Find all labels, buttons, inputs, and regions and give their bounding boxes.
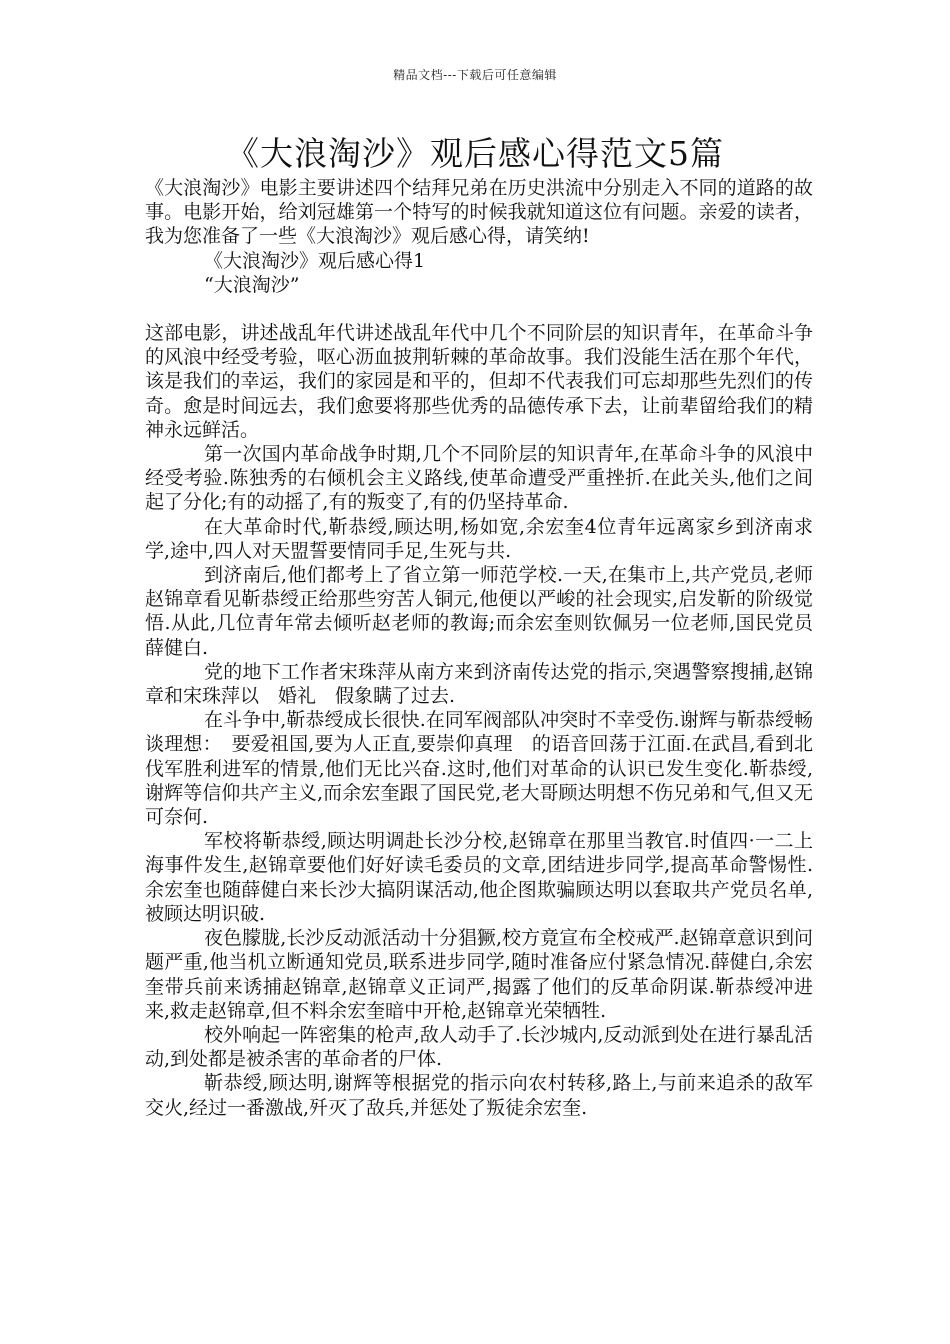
page-header: 精品文档---下载后可任意编辑: [393, 68, 557, 82]
body-paragraph: 这部电影，讲述战乱年代讲述战乱年代中几个不同阶层的知识青年，在革命斗争的风浪中经受考验，呕心沥血披荆斩棘的革命故事。我们没能生活在那个年代，该是我们的幸运，我们的家园是和平的，但却不代表我们可忘却那些先烈们的传奇。愈是时间远去，我们愈要将那些优秀的品德传承下去，让前辈留给我们的精神永远鲜活。: [145, 322, 813, 441]
intro-paragraph: 《大浪淘沙》电影主要讲述四个结拜兄弟在历史洪流中分别走入不同的道路的故事。电影开始，给刘冠雄第一个特写的时候我就知道这位有问题。亲爱的读者，我为您准备了一些《大浪淘沙》观后感心得，请笑纳!: [145, 177, 813, 248]
document-title: 《大浪淘沙》观后感心得范文5篇: [226, 134, 724, 173]
body-paragraph: 第一次国内革命战争时期,几个不同阶层的知识青年,在革命斗争的风浪中经受考验.陈独秀的右倾机会主义路线,使革命遭受严重挫折.在此关头,他们之间起了分化;有的动摇了,有的叛变了,有的仍坚持革命.: [145, 443, 813, 514]
body-paragraph: 靳恭绶,顾达明,谢辉等根据党的指示向农村转移,路上,与前来追杀的敌军交火,经过一番激战,歼灭了敌兵,并惩处了叛徒余宏奎.: [145, 1072, 813, 1119]
body-paragraph: 夜色朦胧,长沙反动派活动十分猖獗,校方竟宣布全校戒严.赵锦章意识到问题严重,他当机立断通知党员,联系进步同学,随时准备应付紧急情况.薛健白,余宏奎带兵前来诱捕赵锦章,赵锦章义正词严,揭露了他们的反革命阴谋.靳恭绶冲进来,救走赵锦章,但不料余宏奎暗中开枪,赵锦章光荣牺牲.: [145, 927, 813, 1022]
section-heading: 《大浪淘沙》观后感心得1: [204, 249, 426, 272]
quote-line: “大浪淘沙”: [204, 273, 300, 296]
body-paragraph: 党的地下工作者宋珠萍从南方来到济南传达党的指示,突遇警察搜捕,赵锦章和宋珠萍以 婚礼 假象瞒了过去.: [145, 660, 813, 708]
body-paragraph: 在大革命时代,靳恭绶,顾达明,杨如宽,余宏奎4位青年远离家乡到济南求学,途中,四人对天盟誓要情同手足,生死与共.: [145, 515, 813, 562]
body-paragraph: 校外响起一阵密集的枪声,敌人动手了.长沙城内,反动派到处在进行暴乱活动,到处都是被杀害的革命者的尸体.: [145, 1023, 813, 1071]
document-body: [145, 176, 813, 1120]
body-paragraph: 在斗争中,靳恭绶成长很快.在同军阀部队冲突时不幸受伤.谢辉与靳恭绶畅谈理想： 要爱祖国,要为人正直,要崇仰真理 的语音回荡于江面.在武昌,看到北伐军胜利进军的情景,他们无比兴奋.这时,他们对革命的认识已发生变化.靳恭绶,谢辉等信仰共产主义,而余宏奎跟了国民党,老大哥顾达明想不伤兄弟和气,但又无可奈何.: [145, 709, 813, 829]
blank-line: [145, 297, 813, 321]
body-paragraph: 到济南后,他们都考上了省立第一师范学校.一天,在集市上,共产党员,老师赵锦章看见靳恭绶正给那些穷苦人铜元,他便以严峻的社会现实,启发靳的阶级觉悟.从此,几位青年常去倾听赵老师的教诲;而余宏奎则钦佩另一位老师,国民党员薛健白.: [145, 564, 813, 659]
body-paragraph: 军校将靳恭绶,顾达明调赴长沙分校,赵锦章在那里当教官.时值四·一二上海事件发生,赵锦章要他们好好读毛委员的文章,团结进步同学,提高革命警惕性.余宏奎也随薛健白来长沙大搞阴谋活动,他企图欺骗顾达明以套取共产党员名单,被顾达明识破.: [145, 830, 813, 925]
